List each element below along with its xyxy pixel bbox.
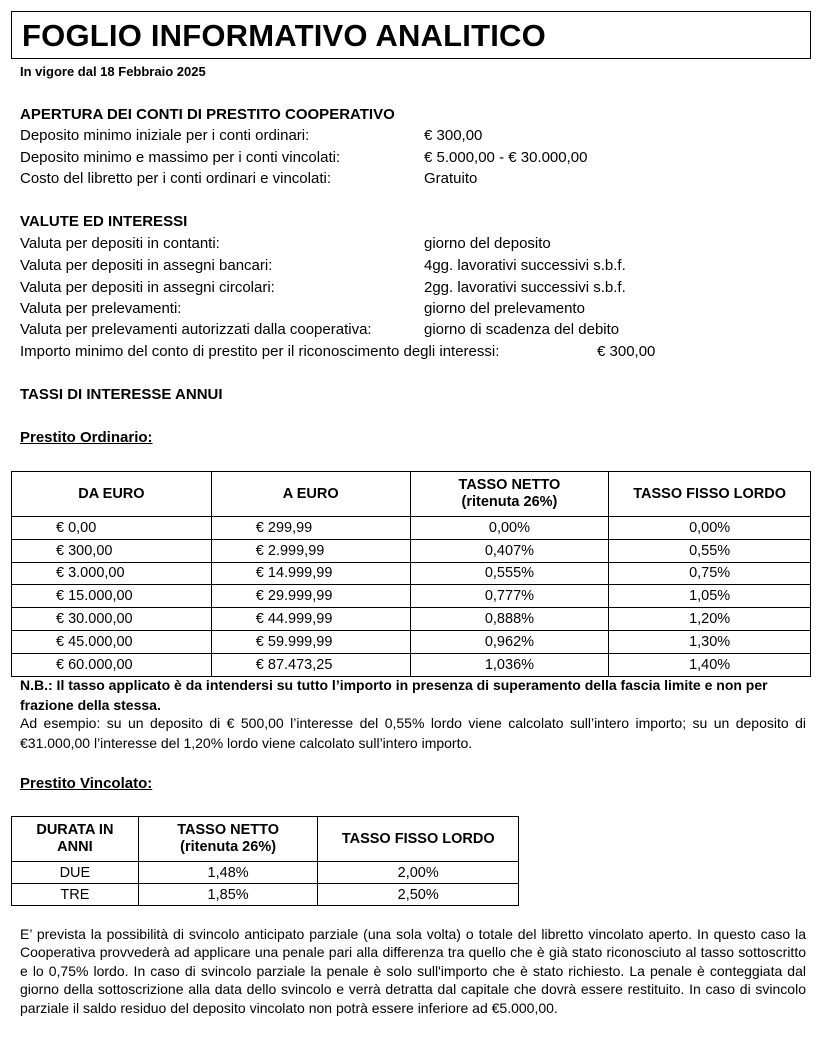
table-cell: € 30.000,00 (12, 608, 212, 631)
col-header-line: TASSO NETTO (177, 822, 279, 838)
col-header-line: ANNI (57, 839, 93, 855)
table-cell: 2,00% (318, 862, 519, 884)
row-label: Costo del libretto per i conti ordinari e vincolati: (20, 170, 331, 187)
section-heading-apertura: APERTURA DEI CONTI DI PRESTITO COOPERATIVO (20, 106, 395, 123)
row-value: 4gg. lavorativi successivi s.b.f. (424, 257, 626, 274)
table-cell: € 87.473,25 (211, 653, 410, 676)
table-cell: 0,407% (410, 539, 609, 562)
document-title: FOGLIO INFORMATIVO ANALITICO (22, 18, 546, 53)
table-cell: € 45.000,00 (12, 630, 212, 653)
table-cell: 1,20% (609, 608, 811, 631)
heading-prestito-vincolato: Prestito Vincolato: (20, 775, 153, 792)
col-header-line: (ritenuta 26%) (461, 494, 558, 510)
ordinario-rate-table (11, 471, 811, 677)
row-value: € 5.000,00 - € 30.000,00 (424, 149, 588, 166)
row-label: Valuta per depositi in contanti: (20, 235, 220, 252)
row-value: € 300,00 (424, 127, 483, 144)
table-cell: € 14.999,99 (211, 562, 410, 585)
col-header-durata (12, 817, 139, 862)
table-cell: € 15.000,00 (12, 585, 212, 608)
table-row (12, 585, 811, 608)
table-cell: 2,50% (318, 884, 519, 906)
table-cell: TRE (12, 884, 139, 906)
col-header-tasso-netto (410, 472, 609, 517)
table-cell: € 299,99 (211, 517, 410, 540)
row-label: Deposito minimo iniziale per i conti ordinari: (20, 127, 310, 144)
section-heading-valute: VALUTE ED INTERESSI (20, 213, 188, 230)
heading-prestito-ordinario: Prestito Ordinario: (20, 429, 153, 446)
table-cell: 1,85% (138, 884, 318, 906)
table-row (12, 562, 811, 585)
row-label: Valuta per depositi in assegni bancari: (20, 257, 273, 274)
table-cell: € 300,00 (12, 539, 212, 562)
table-row (12, 884, 519, 906)
table-cell: 1,48% (138, 862, 318, 884)
row-value: Gratuito (424, 170, 478, 187)
table-row (12, 608, 811, 631)
table-cell: 1,05% (609, 585, 811, 608)
table-cell: 0,75% (609, 562, 811, 585)
nb-note: N.B.: Il tasso applicato è da intendersi su tutto l’importo in presenza di superamento della fascia limite e non per frazione della stessa. (20, 677, 768, 713)
table-cell: € 29.999,99 (211, 585, 410, 608)
table-cell: € 60.000,00 (12, 653, 212, 676)
table-header-row (12, 817, 519, 862)
row-value: giorno del deposito (424, 235, 551, 252)
row-label: Importo minimo del conto di prestito per il riconoscimento degli interessi: (20, 343, 500, 360)
row-value: giorno del prelevamento (424, 300, 585, 317)
col-header-tasso-lordo: TASSO FISSO LORDO (318, 817, 519, 862)
row-label: Valuta per prelevamenti autorizzati dalla cooperativa: (20, 321, 372, 338)
table-cell: € 2.999,99 (211, 539, 410, 562)
col-header-a-euro: A EURO (211, 472, 410, 517)
table-row (12, 862, 519, 884)
table-cell: 0,555% (410, 562, 609, 585)
row-label: Valuta per depositi in assegni circolari: (20, 279, 275, 296)
row-value: 2gg. lavorativi successivi s.b.f. (424, 279, 626, 296)
row-value: giorno di scadenza del debito (424, 321, 620, 338)
table-cell: 0,55% (609, 539, 811, 562)
table-cell: 0,00% (609, 517, 811, 540)
col-header-line: DURATA IN (36, 822, 114, 838)
col-header-tasso-netto (138, 817, 318, 862)
nb-example: Ad esempio: su un deposito di € 500,00 l’interesse del 0,55% lordo viene calcolato sull’intero importo; su un deposito di €31.000,00 l’interesse del 1,20% lordo viene calcolato sull’intero importo. (20, 715, 806, 751)
col-header-line: TASSO NETTO (458, 477, 561, 493)
table-cell: € 59.999,99 (211, 630, 410, 653)
table-cell: DUE (12, 862, 139, 884)
table-cell: € 0,00 (12, 517, 212, 540)
effective-date: In vigore dal 18 Febbraio 2025 (20, 64, 206, 79)
table-header-row (12, 472, 811, 517)
svincolo-paragraph: E’ prevista la possibilità di svincolo anticipato parziale (una sola volta) o totale del libretto vincolato aperto. In questo caso la Cooperativa provvederà ad applicare una penale pari alla differenza tra quello che è già stato riconosciuto al tasso sottoscritto e lo 0,75% lordo. In caso di svincolo parziale la penale è solo sull'importo che è stato richiesto. La penale è conteggiata dal giorno della sottoscrizione alla data dello svincolo e verrà detratta dal capitale che dovrà essere restituito. In caso di svincolo parziale il saldo residuo del deposito vincolato non potrà essere inferiore ad €5.000,00. (20, 926, 806, 1016)
col-header-line: (ritenuta 26%) (180, 839, 277, 855)
vincolato-rate-table (11, 816, 519, 906)
table-cell: 0,00% (410, 517, 609, 540)
table-cell: 0,962% (410, 630, 609, 653)
row-label: Deposito minimo e massimo per i conti vincolati: (20, 149, 341, 166)
title-box (11, 11, 811, 59)
table-row (12, 653, 811, 676)
table-cell: € 44.999,99 (211, 608, 410, 631)
table-cell: 1,036% (410, 653, 609, 676)
table-cell: 1,40% (609, 653, 811, 676)
col-header-tasso-lordo: TASSO FISSO LORDO (609, 472, 811, 517)
row-value: € 300,00 (597, 343, 656, 360)
section-heading-tassi: TASSI DI INTERESSE ANNUI (20, 386, 223, 403)
table-cell: € 3.000,00 (12, 562, 212, 585)
table-cell: 0,777% (410, 585, 609, 608)
table-cell: 0,888% (410, 608, 609, 631)
row-label: Valuta per prelevamenti: (20, 300, 182, 317)
table-cell: 1,30% (609, 630, 811, 653)
col-header-da-euro: DA EURO (12, 472, 212, 517)
table-row (12, 517, 811, 540)
table-row (12, 539, 811, 562)
table-row (12, 630, 811, 653)
